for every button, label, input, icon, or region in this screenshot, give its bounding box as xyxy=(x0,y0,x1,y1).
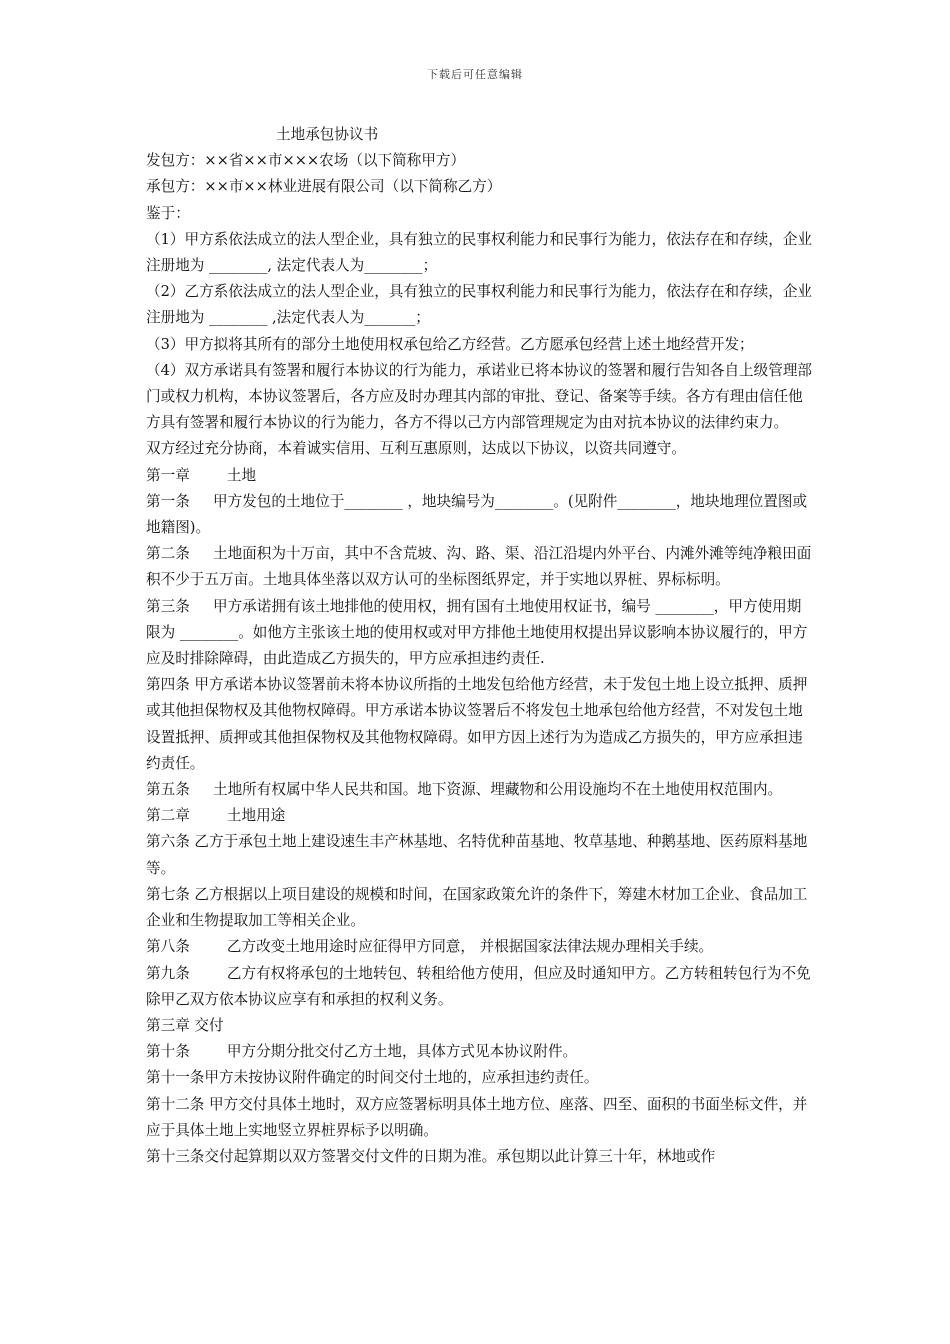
paragraph: （4）双方承诺具有签署和履行本协议的行为能力，承诺业已将本协议的签署和履行告知各自上级管理部门或权力机构，本协议签署后，各方应及时办理其内部的审批、登记、备案等手续。各方有理由信任他方具有签署和履行本协议的行为能力，各方不得以己方内部管理规定为由对抗本协议的法律约束力。 xyxy=(146,361,813,432)
page-header-note: 下载后可任意编辑 xyxy=(427,68,523,81)
paragraph: （3）甲方拟将其所有的部分土地使用权承包给乙方经营。乙方愿承包经营上述土地经营开发； xyxy=(146,335,754,353)
article: 第五条 土地所有权属中华人民共和国。地下资源、埋藏物和公用设施均不在土地使用权范围内。 xyxy=(146,781,783,799)
document-body xyxy=(146,122,812,1170)
article: 第一条 甲方发包的土地位于________ ，地块编号为________。(见附件________，地块地理位置图或地籍图)。 xyxy=(146,492,808,537)
article: 第十二条 甲方交付具体土地时，双方应签署标明具体土地方位、座落、四至、面积的书面坐标文件，并应于具体土地上实地竖立界桩界标予以明确。 xyxy=(146,1095,808,1139)
chapter-heading: 第一章 土地 xyxy=(146,466,257,484)
paragraph: 承包方：××市××林业进展有限公司（以下简称乙方） xyxy=(146,178,502,196)
article: 第六条 乙方于承包土地上建设速生丰产林基地、名特优种苗基地、牧草基地、种鹅基地、医药原料基地等。 xyxy=(146,833,808,877)
chapter-heading: 第三章 交付 xyxy=(146,1016,224,1034)
paragraph: （2）乙方系依法成立的法人型企业，具有独立的民事权利能力和民事行为能力，依法存在和存续，企业注册地为 ________ ,法定代表人为_______； xyxy=(146,283,813,327)
paragraph: （1）甲方系依法成立的法人型企业，具有独立的民事权利能力和民事行为能力，依法存在和存续，企业注册地为 ________, 法定代表人为________； xyxy=(146,230,813,275)
article: 第二条 土地面积为十万亩，其中不含荒坡、沟、路、渠、沿江沿堤内外平台、内滩外滩等纯净粮田面积不少于五万亩。土地具体坐落以双方认可的坐标图纸界定，并于实地以界桩、界标标明。 xyxy=(146,545,812,589)
article: 第十三条交付起算期以双方签署交付文件的日期为准。承包期以此计算三十年，林地或作 xyxy=(146,1147,716,1165)
article: 第九条 乙方有权将承包的土地转包、转租给他方使用，但应及时通知甲方。乙方转租转包行为不免除甲乙双方依本协议应享有和承担的权利义务。 xyxy=(146,964,811,1008)
paragraph: 发包方：××省××市×××农场（以下简称甲方） xyxy=(146,152,466,170)
article: 第八条 乙方改变土地用途时应征得甲方同意， 并根据国家法律法规办理相关手续。 xyxy=(146,938,714,956)
article: 第三条 甲方承诺拥有该土地排他的使用权，拥有国有土地使用权证书，编号 ________，甲方使用期限为 ________。如他方主张该土地的使用权或对甲方排他土地使用权提出异议影响本协议履行的，甲方应及时排除障碍，由此造成乙方损失的，甲方应承担违约责任. xyxy=(146,597,808,668)
article: 第十条 甲方分期分批交付乙方土地，具体方式见本协议附件。 xyxy=(146,1043,578,1061)
article: 第七条 乙方根据以上项目建设的规模和时间，在国家政策允许的条件下，筹建木材加工企业、食品加工企业和生物提取加工等相关企业。 xyxy=(146,885,808,930)
paragraph: 鉴于： xyxy=(146,204,190,222)
document-title: 土地承包协议书 xyxy=(276,126,379,143)
article: 第十一条甲方未按协议附件确定的时间交付土地的，应承担违约责任。 xyxy=(146,1069,599,1087)
article: 第四条 甲方承诺本协议签署前未将本协议所指的土地发包给他方经营，未于发包土地上设立抵押、质押或其他担保物权及其他物权障碍。甲方承诺本协议签署后不将发包土地承包给他方经营，不对发包土地设置抵押、质押或其他担保物权及其他物权障碍。如甲方因上述行为为造成乙方损失的，甲方应承担违约责任。 xyxy=(146,676,808,772)
chapter-heading: 第二章 土地用途 xyxy=(146,807,286,825)
paragraph: 双方经过充分协商，本着诚实信用、互利互惠原则，达成以下协议，以资共同遵守。 xyxy=(146,440,686,458)
